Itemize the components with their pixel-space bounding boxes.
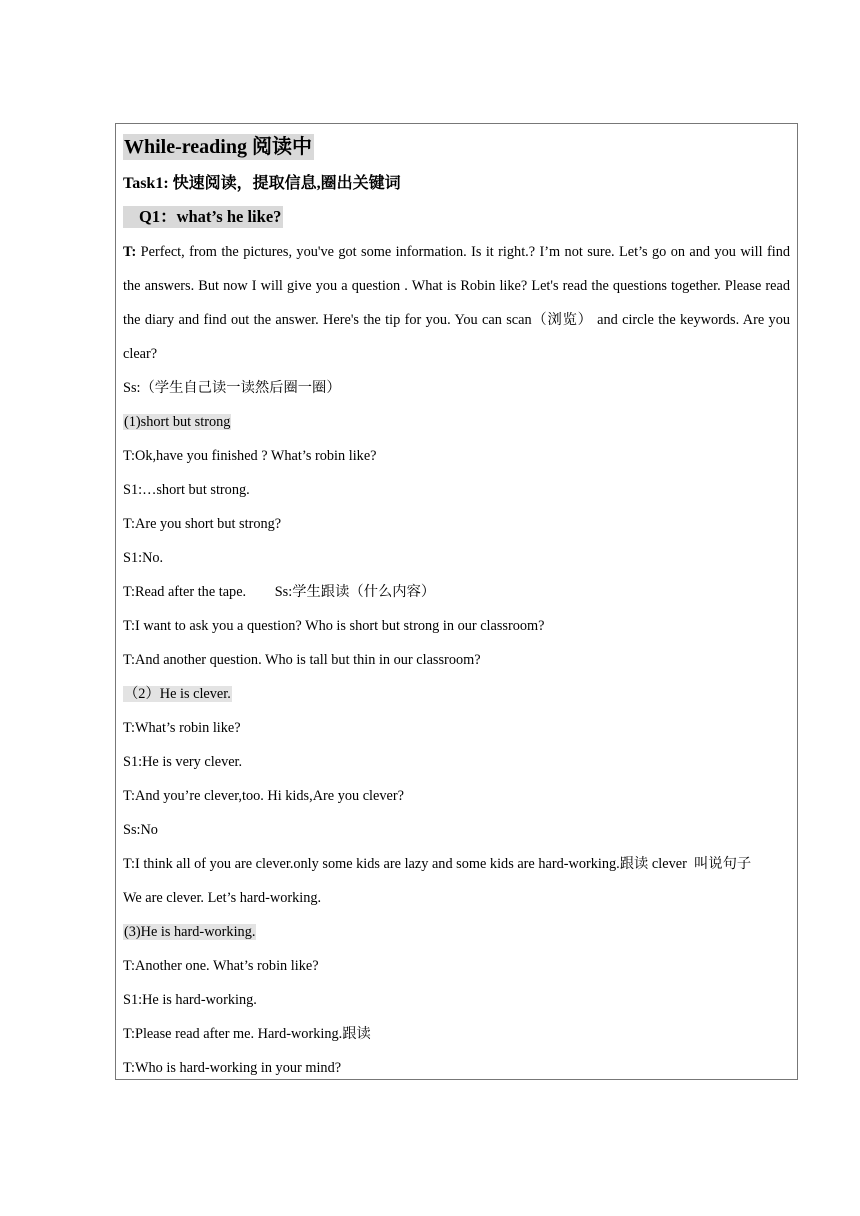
dialogue-line: T:And another question. Who is tall but thin in our classroom?	[123, 652, 481, 668]
highlight-point-3: (3)He is hard-working.	[124, 924, 256, 940]
dialogue-line: T:Another one. What’s robin like?	[123, 958, 319, 974]
dialogue-line: T:Please read after me. Hard-working.跟读	[123, 1026, 371, 1042]
task-title: Task1: 快速阅读，提取信息,圈出关键词	[123, 175, 401, 192]
dialogue-line: We are clever. Let’s hard-working.	[123, 890, 322, 906]
cell-content	[123, 134, 790, 1078]
highlight-point-2: （2）He is clever.	[124, 686, 231, 702]
dialogue-line: T:Are you short but strong?	[123, 516, 282, 532]
dialogue-line: T:Ok,have you finished ? What’s robin like?	[123, 448, 377, 464]
intro-text: Perfect, from the pictures, you've got some information. Is it right.? I’m not sure. Let’s go on and you will find the answers. But now I will give you a question . What is Robin like? Let's read the questions together. Please read the diary and find out the answer. Here's the tip for you. You can scan（浏览） and circle the keywords. Are you clear?	[123, 244, 790, 362]
dialogue-line: S1:He is hard-working.	[123, 992, 257, 1008]
dialogue-line: S1:…short but strong.	[123, 482, 250, 498]
dialogue-line: Ss:No	[123, 822, 158, 838]
dialogue-line: T:I want to ask you a question? Who is short but strong in our classroom?	[123, 618, 545, 634]
dialogue-line: T:Read after the tape. Ss:学生跟读（什么内容）	[123, 584, 436, 600]
lesson-table-cell	[115, 123, 798, 1080]
highlight-point-1: (1)short but strong	[124, 414, 231, 430]
dialogue-line: S1:He is very clever.	[123, 754, 243, 770]
question-heading: Q1：what’s he like?	[123, 206, 283, 228]
dialogue-line: T:I think all of you are clever.only some kids are lazy and some kids are hard-working.跟读 clever 叫说句子	[123, 856, 752, 872]
intro-paragraph	[123, 235, 790, 371]
section-heading: While-reading 阅读中	[124, 136, 312, 158]
dialogue-line: T:And you’re clever,too. Hi kids,Are you clever?	[123, 788, 404, 804]
dialogue-line: S1:No.	[123, 550, 164, 566]
intro-speaker: T:	[123, 244, 137, 260]
dialogue-line: Ss:（学生自己读一读然后圈一圈）	[123, 380, 341, 396]
dialogue-line: T:What’s robin like?	[123, 720, 241, 736]
dialogue-line: T:Who is hard-working in your mind?	[123, 1060, 342, 1076]
